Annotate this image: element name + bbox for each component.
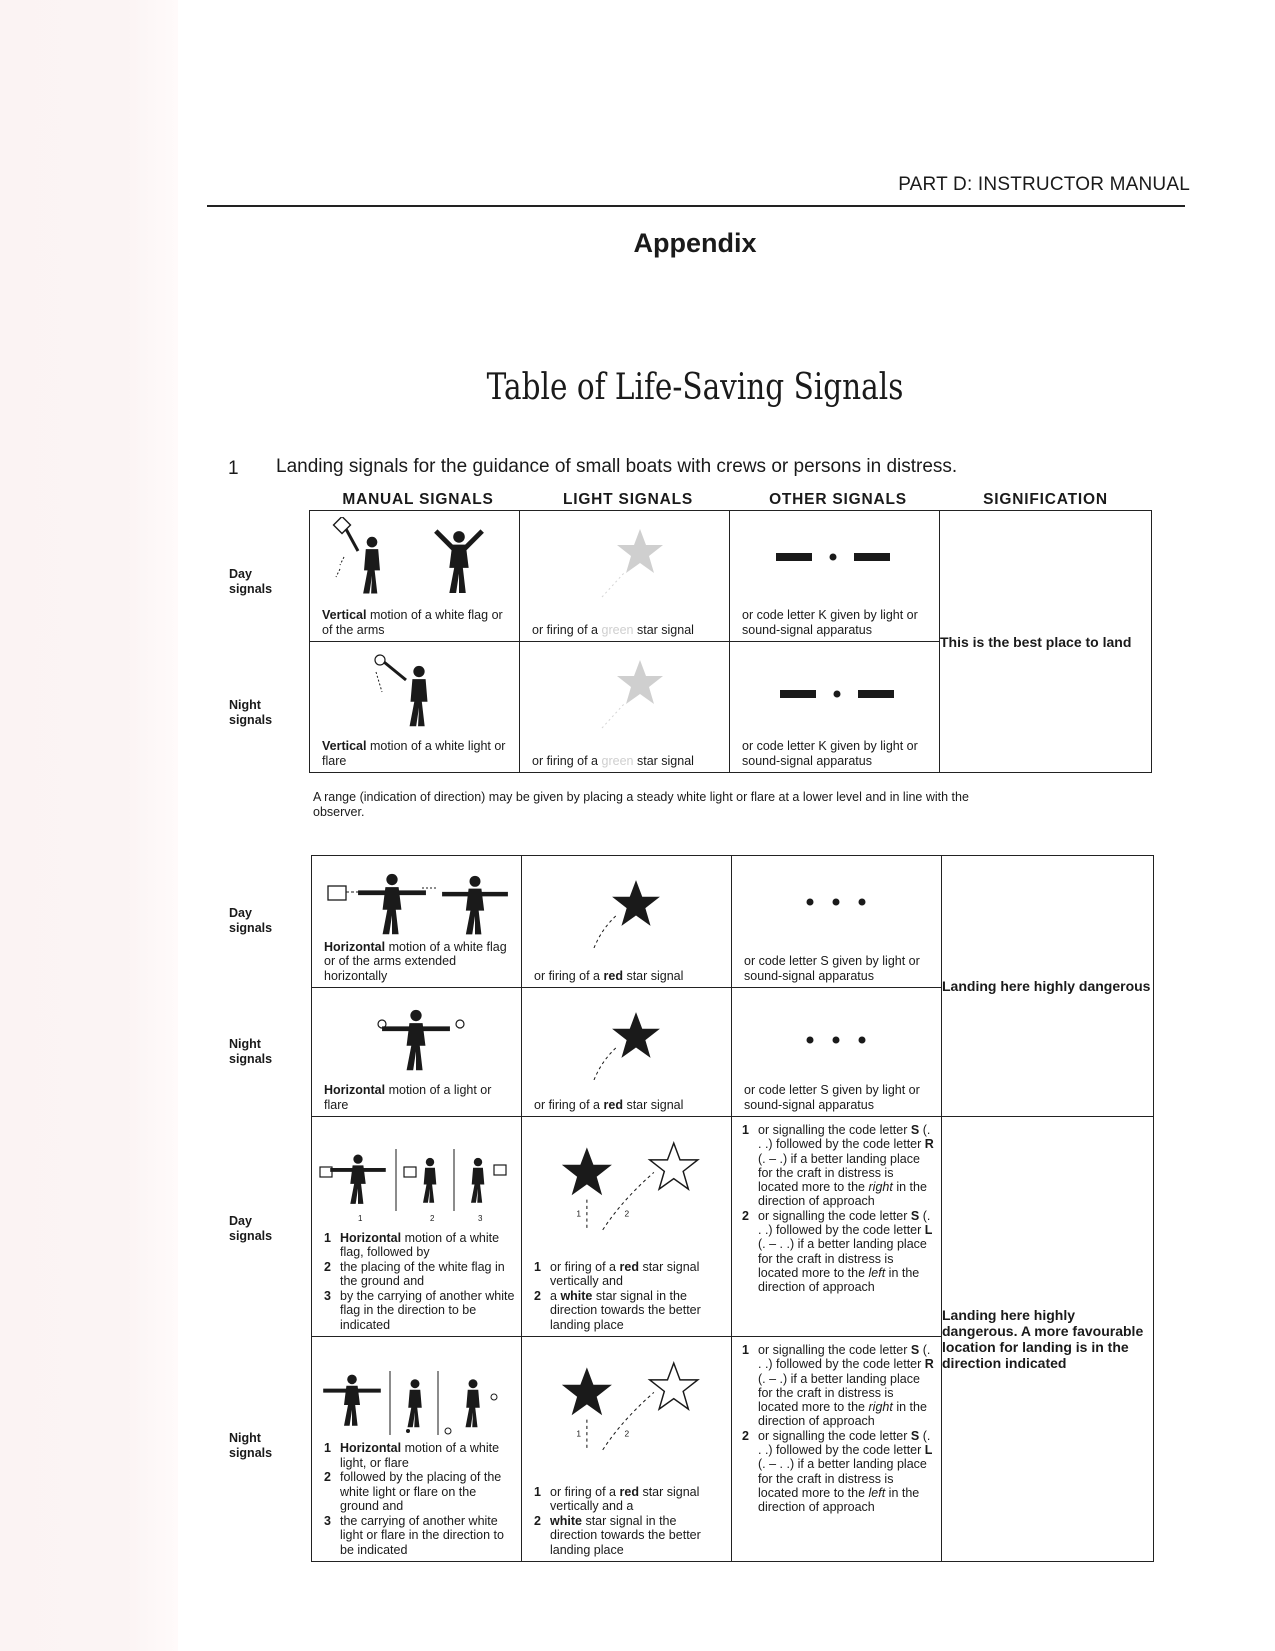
figure-label: 1 bbox=[358, 1214, 363, 1223]
t2-night-light-caption: or firing of a red star signal bbox=[534, 1097, 684, 1112]
range-note: A range (indication of direction) may be given by placing a steady white light or flare at a lower level and in line with the observer. bbox=[313, 790, 969, 819]
t1-day-manual-cell bbox=[310, 511, 520, 642]
header-rule bbox=[207, 205, 1185, 207]
t1-day-light-caption: or firing of a green star signal bbox=[532, 622, 694, 637]
figure-label: 3 bbox=[478, 1214, 483, 1223]
t2-day-light-caption: or firing of a red star signal bbox=[534, 968, 684, 983]
column-header-light: LIGHT SIGNALS bbox=[562, 491, 694, 508]
t3-night-other-cell bbox=[732, 1337, 942, 1562]
side-label-night: Night signals bbox=[229, 1431, 273, 1460]
morse-k-icon bbox=[730, 517, 940, 603]
t3-day-manual-cell bbox=[312, 1117, 522, 1337]
t1-signification: This is the best place to land bbox=[940, 633, 1132, 650]
t1-day-light-cell bbox=[520, 511, 730, 642]
side-label-night: Night signals bbox=[229, 1037, 273, 1066]
morse-s-icon bbox=[732, 994, 942, 1080]
red-star-icon bbox=[522, 862, 732, 948]
horizontal-flag-figures-icon bbox=[312, 862, 522, 948]
t3-night-manual-cell bbox=[312, 1337, 522, 1562]
t3-day-light-cell bbox=[522, 1117, 732, 1337]
t3-signification: Landing here highly dangerous. A more favourable location for landing is in the direction indicated bbox=[942, 1307, 1144, 1371]
t2-night-manual-cell bbox=[312, 988, 522, 1117]
figure-label: 1 bbox=[576, 1208, 582, 1219]
t3-night-light-cell bbox=[522, 1337, 732, 1562]
t3-signification-cell bbox=[942, 1117, 1154, 1562]
green-star-icon bbox=[520, 517, 730, 603]
t2-day-other-caption: or code letter S given by light or sound-signal apparatus bbox=[744, 954, 920, 983]
figure-label: 2 bbox=[430, 1214, 435, 1223]
side-label-day: Day signals bbox=[229, 567, 273, 596]
column-header-manual: MANUAL SIGNALS bbox=[342, 491, 494, 508]
red-and-white-star-icon bbox=[522, 1361, 742, 1451]
t3-day-other-text: 1 or signalling the code letter S (. . .) followed by the code letter R (. ‒ .) if a better landing place for the craft in distress is located more to the right in the direction of approach 2 or signalling the code letter S (. . .) followed by the code letter L (. ‒ . .) if a better landing place for the craft in distress is located more to the left in the direction of approach bbox=[742, 1123, 934, 1295]
red-star-icon bbox=[522, 994, 732, 1080]
t3-night-other-text: 1 or signalling the code letter S (. . .) followed by the code letter R (. ‒ .) if a better landing place for the craft in distress is located more to the right in the direction of approach 2 or signalling the code letter S (. . .) followed by the code letter L (. ‒ . .) if a better landing place for the craft in distress is located more to the left in the direction of approach bbox=[742, 1343, 934, 1515]
section-intro: Landing signals for the guidance of small boats with crews or persons in distress. bbox=[276, 456, 958, 477]
green-star-icon bbox=[520, 648, 730, 734]
t2-night-other-cell bbox=[732, 988, 942, 1117]
side-label-day: Day signals bbox=[229, 906, 273, 935]
t1-night-light-caption: or firing of a green star signal bbox=[532, 753, 694, 768]
t3-day-manual-caption: 1 Horizontal motion of a white flag, followed by 2 the placing of the white flag in the ground and 3 by the carrying of another white flag in the direction to be indicated bbox=[324, 1230, 515, 1332]
column-header-other: OTHER SIGNALS bbox=[769, 491, 907, 508]
t1-night-manual-caption: Vertical motion of a white light or flare bbox=[322, 739, 506, 768]
t2-night-manual-caption: Horizontal motion of a light or flare bbox=[324, 1083, 492, 1112]
figure-label: 1 bbox=[576, 1428, 582, 1439]
flag-placing-figures-icon bbox=[312, 1137, 522, 1223]
t1-signification-cell bbox=[940, 511, 1152, 773]
light-placing-figures-icon bbox=[312, 1361, 522, 1447]
t3-day-light-caption: 1 or firing of a red star signal vertically and 2 a white star signal in the direction towards the better landing place bbox=[534, 1259, 701, 1332]
t1-day-other-caption: or code letter K given by light or sound-signal apparatus bbox=[742, 608, 918, 637]
t3-day-other-cell bbox=[732, 1117, 942, 1337]
appendix-heading: Appendix bbox=[633, 228, 757, 258]
t3-night-light-caption: 1 or firing of a red star signal vertically and a 2 white star signal in the direction towards the better landing place bbox=[534, 1484, 701, 1557]
morse-s-icon bbox=[732, 862, 942, 948]
red-and-white-star-icon bbox=[522, 1141, 742, 1231]
t2-day-other-cell bbox=[732, 856, 942, 988]
t2-day-manual-caption: Horizontal motion of a white flag or of the arms extended horizontally bbox=[324, 939, 507, 983]
running-header: PART D: INSTRUCTOR MANUAL bbox=[898, 174, 1190, 195]
t2-day-manual-cell bbox=[312, 856, 522, 988]
t2-day-light-cell bbox=[522, 856, 732, 988]
t3-night-manual-caption: 1 Horizontal motion of a white light, or flare 2 followed by the placing of the white light or flare on the ground and 3 the carrying of another white light or flare in the direction to be indicated bbox=[324, 1441, 504, 1557]
signals-table-1 bbox=[309, 510, 1152, 773]
t2-night-other-caption: or code letter S given by light or sound-signal apparatus bbox=[744, 1083, 920, 1112]
t1-night-light-cell bbox=[520, 642, 730, 773]
horizontal-light-figure-icon bbox=[312, 994, 522, 1080]
document-title: Table of Life-Saving Signals bbox=[486, 367, 904, 408]
t1-night-manual-cell bbox=[310, 642, 520, 773]
t1-day-other-cell bbox=[730, 511, 940, 642]
t2-signification-cell bbox=[942, 856, 1154, 1117]
t1-night-other-caption: or code letter K given by light or sound-signal apparatus bbox=[742, 739, 918, 768]
flag-waving-figures-icon bbox=[310, 517, 520, 603]
morse-k-icon bbox=[730, 648, 940, 734]
column-header-signification: SIGNIFICATION bbox=[983, 491, 1108, 508]
signals-table-2 bbox=[311, 855, 1154, 1562]
figure-label: 2 bbox=[624, 1428, 630, 1439]
side-label-night: Night signals bbox=[229, 698, 273, 727]
t1-day-manual-caption: Vertical motion of a white flag or of the arms bbox=[322, 608, 503, 637]
t2-signification: Landing here highly dangerous bbox=[942, 978, 1151, 994]
side-label-day: Day signals bbox=[229, 1214, 273, 1243]
t2-night-light-cell bbox=[522, 988, 732, 1117]
figure-label: 2 bbox=[624, 1208, 630, 1219]
light-waving-figure-icon bbox=[310, 648, 520, 734]
section-number: 1 bbox=[228, 458, 239, 479]
t1-night-other-cell bbox=[730, 642, 940, 773]
